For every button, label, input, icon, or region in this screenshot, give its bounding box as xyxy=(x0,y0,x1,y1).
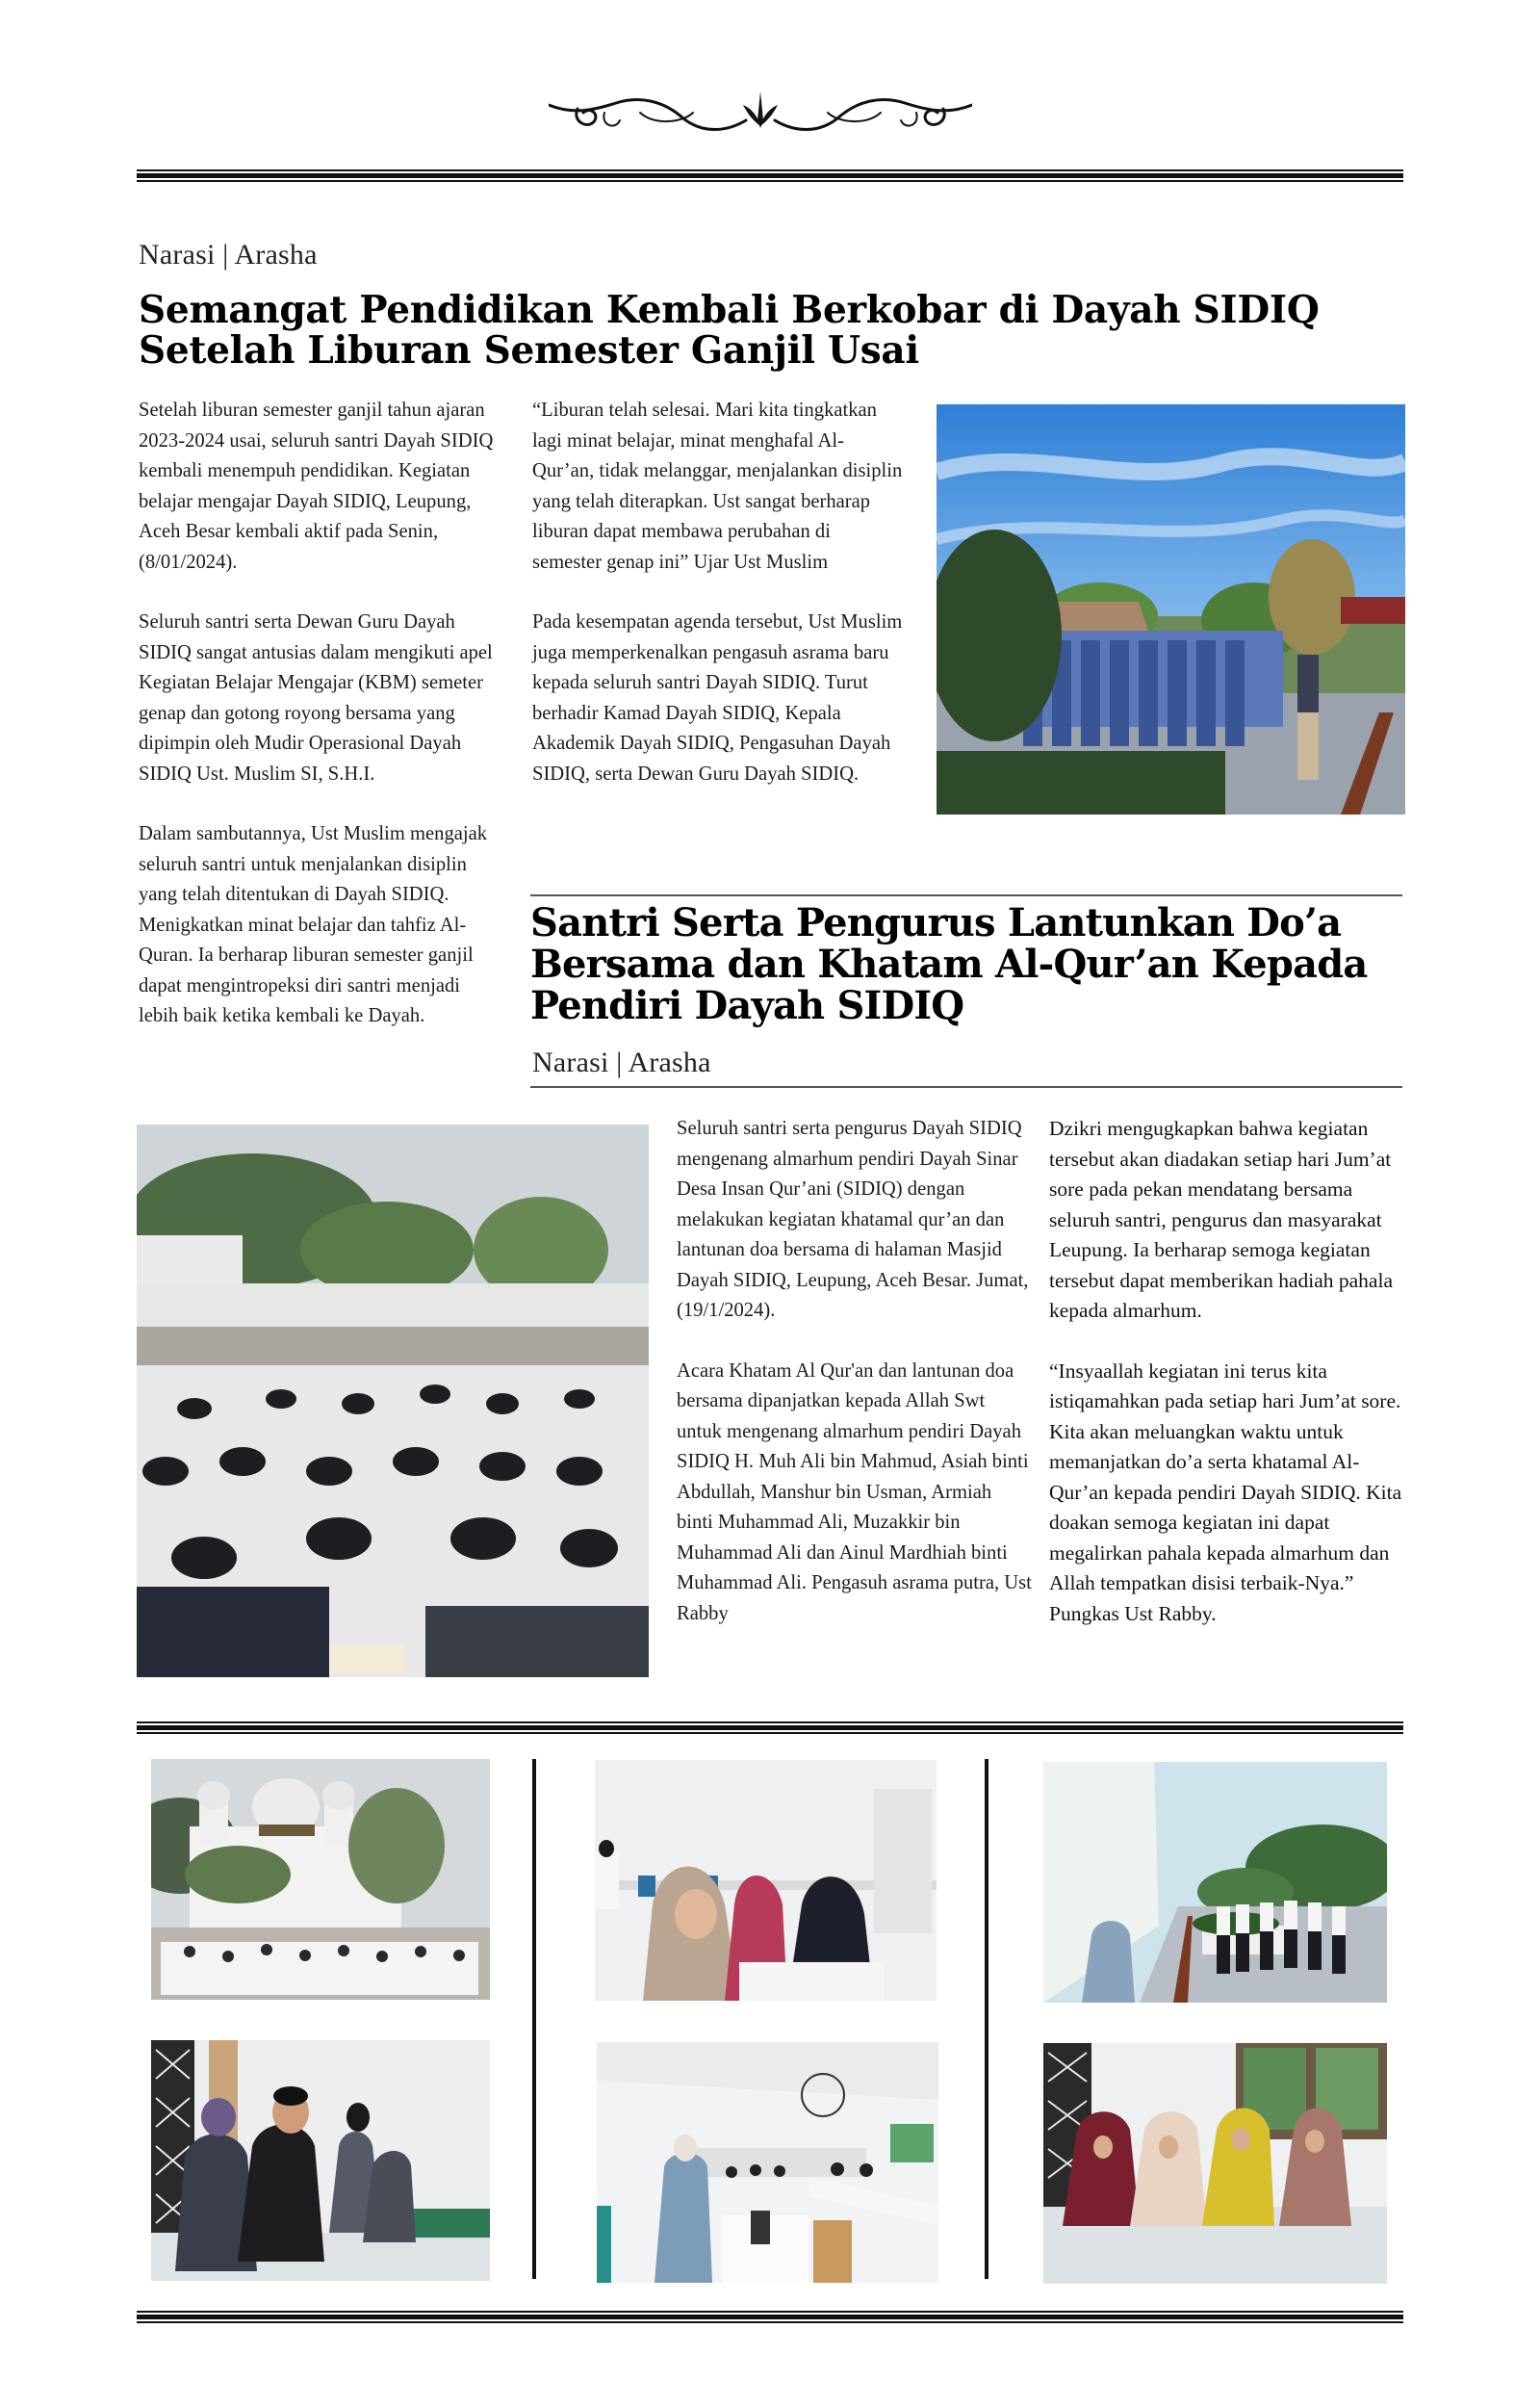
gallery-photo-classroom xyxy=(597,2042,938,2283)
article1-paragraph: “Liburan telah selesai. Mari kita tingkatkan lagi minat belajar, minat menghafal Al-Qur’an, tidak melanggar, menjalankan disiplin yang telah diterapkan. Ust sangat berharap liburan dapat membawa perubahan di semester genap ini” Ujar Ust Muslim xyxy=(532,400,903,573)
article2-photo-quran-reading xyxy=(137,1125,649,1677)
article1-headline-line2: Setelah Liburan Semester Ganjil Usai xyxy=(139,327,919,373)
article1-paragraph: Seluruh santri serta Dewan Guru Dayah SIDIQ sangat antusias dalam mengikuti apel Kegiatan Belajar Mengajar (KBM) semeter genap dan gotong royong bersama yang dipimpin oleh Mudir Operasional Dayah SIDIQ Ust. Muslim SI, S.H.I. xyxy=(139,611,493,785)
bottom-rule-divider xyxy=(137,2311,1403,2324)
gallery-photo-women-seated xyxy=(1043,2043,1387,2284)
gallery-photo-students-walkway xyxy=(1043,1762,1387,2003)
article2-byline: Narasi | Arasha xyxy=(532,1047,711,1078)
article2-top-rule xyxy=(530,894,1402,896)
article2-column1 xyxy=(677,1114,1033,1629)
article1-column2 xyxy=(532,396,903,789)
article2-paragraph: Dzikri mengugkapkan bahwa kegiatan tersebut akan diadakan setiap hari Jum’at sore pada pekan mendatang bersama seluruh santri, pengurus dan masyarakat Leupung. Ia berharap semoga kegiatan tersebut dapat memberikan hadiah pahala kepada almarhum. xyxy=(1049,1117,1393,1322)
gallery-top-rule-divider xyxy=(137,1721,1403,1735)
article1-photo-apel xyxy=(937,404,1405,815)
top-rule-divider xyxy=(137,169,1403,183)
article1-column1 xyxy=(139,396,495,1032)
article2-column2 xyxy=(1049,1114,1410,1629)
article1-byline: Narasi | Arasha xyxy=(139,239,318,271)
article1-headline xyxy=(139,288,1428,373)
article2-headline xyxy=(530,900,1416,1028)
article1-headline-line1: Semangat Pendidikan Kembali Berkobar di Dayah SIDIQ xyxy=(139,288,1320,332)
article2-paragraph: Seluruh santri serta pengurus Dayah SIDIQ mengenang almarhum pendiri Dayah Sinar Desa Insan Qur’ani (SIDIQ) dengan melakukan kegiatan khatamal qur’an dan lantunan doa bersama di halaman Masjid Dayah SIDIQ, Leupung, Aceh Besar. Jumat, (19/1/2024). xyxy=(677,1118,1029,1321)
article2-headline-line3: Pendiri Dayah SIDIQ xyxy=(530,982,964,1028)
article2-headline-line2: Bersama dan Khatam Al-Qur’an Kepada xyxy=(530,941,1368,987)
gallery-photo-men-seated xyxy=(151,2040,490,2281)
gallery-column-divider xyxy=(985,1759,988,2279)
article1-paragraph: Setelah liburan semester ganjil tahun ajaran 2023-2024 usai, seluruh santri Dayah SIDIQ kembali menempuh pendidikan. Kegiatan belajar mengajar Dayah SIDIQ, Leupung, Aceh Besar kembali aktif pada Senin, (8/01/2024). xyxy=(139,400,494,573)
gallery-photo-women-studying xyxy=(595,1760,937,2001)
article2-paragraph: “Insyaallah kegiatan ini terus kita istiqamahkan pada setiap hari Jum’at sore. Kita akan meluangkan waktu untuk memanjatkan do’a serta khatamal Al-Qur’an kepada pendiri Dayah SIDIQ. Kita doakan semoga kegiatan ini dapat megalirkan pahala kepada almarhum dan Allah tempatkan disisi terbaik-Nya.” Pungkas Ust Rabby. xyxy=(1049,1359,1402,1625)
gallery-column-divider xyxy=(532,1759,536,2279)
article2-paragraph: Acara Khatam Al Qur'an dan lantunan doa bersama dipanjatkan kepada Allah Swt untuk mengenang almarhum pendiri Dayah SIDIQ H. Muh Ali bin Mahmud, Asiah binti Abdullah, Manshur bin Usman, Armiah binti Muhammad Ali, Muzakkir bin Muhammad Ali dan Ainul Mardhiah binti Muhammad Ali. Pengasuh asrama putra, Ust Rabby xyxy=(677,1359,1032,1624)
article1-paragraph: Dalam sambutannya, Ust Muslim mengajak seluruh santri untuk menjalankan disiplin yang telah ditentukan di Dayah SIDIQ. Menigkatkan minat belajar dan tahfiz Al-Quran. Ia berharap liburan semester ganjil dapat mengintropeksi diri santri menjadi lebih baik ketika kembali ke Dayah. xyxy=(139,823,488,1026)
article2-headline-line1: Santri Serta Pengurus Lantunkan Do’a xyxy=(530,900,1342,945)
flourish-ornament-icon xyxy=(549,91,972,140)
gallery-photo-mosque xyxy=(151,1759,490,2000)
article2-byline-rule xyxy=(530,1086,1402,1088)
article1-paragraph: Pada kesempatan agenda tersebut, Ust Muslim juga memperkenalkan pengasuh asrama baru kepada seluruh santri Dayah SIDIQ. Turut berhadir Kamad Dayah SIDIQ, Kepala Akademik Dayah SIDIQ, Pengasuhan Dayah SIDIQ, serta Dewan Guru Dayah SIDIQ. xyxy=(532,611,903,785)
